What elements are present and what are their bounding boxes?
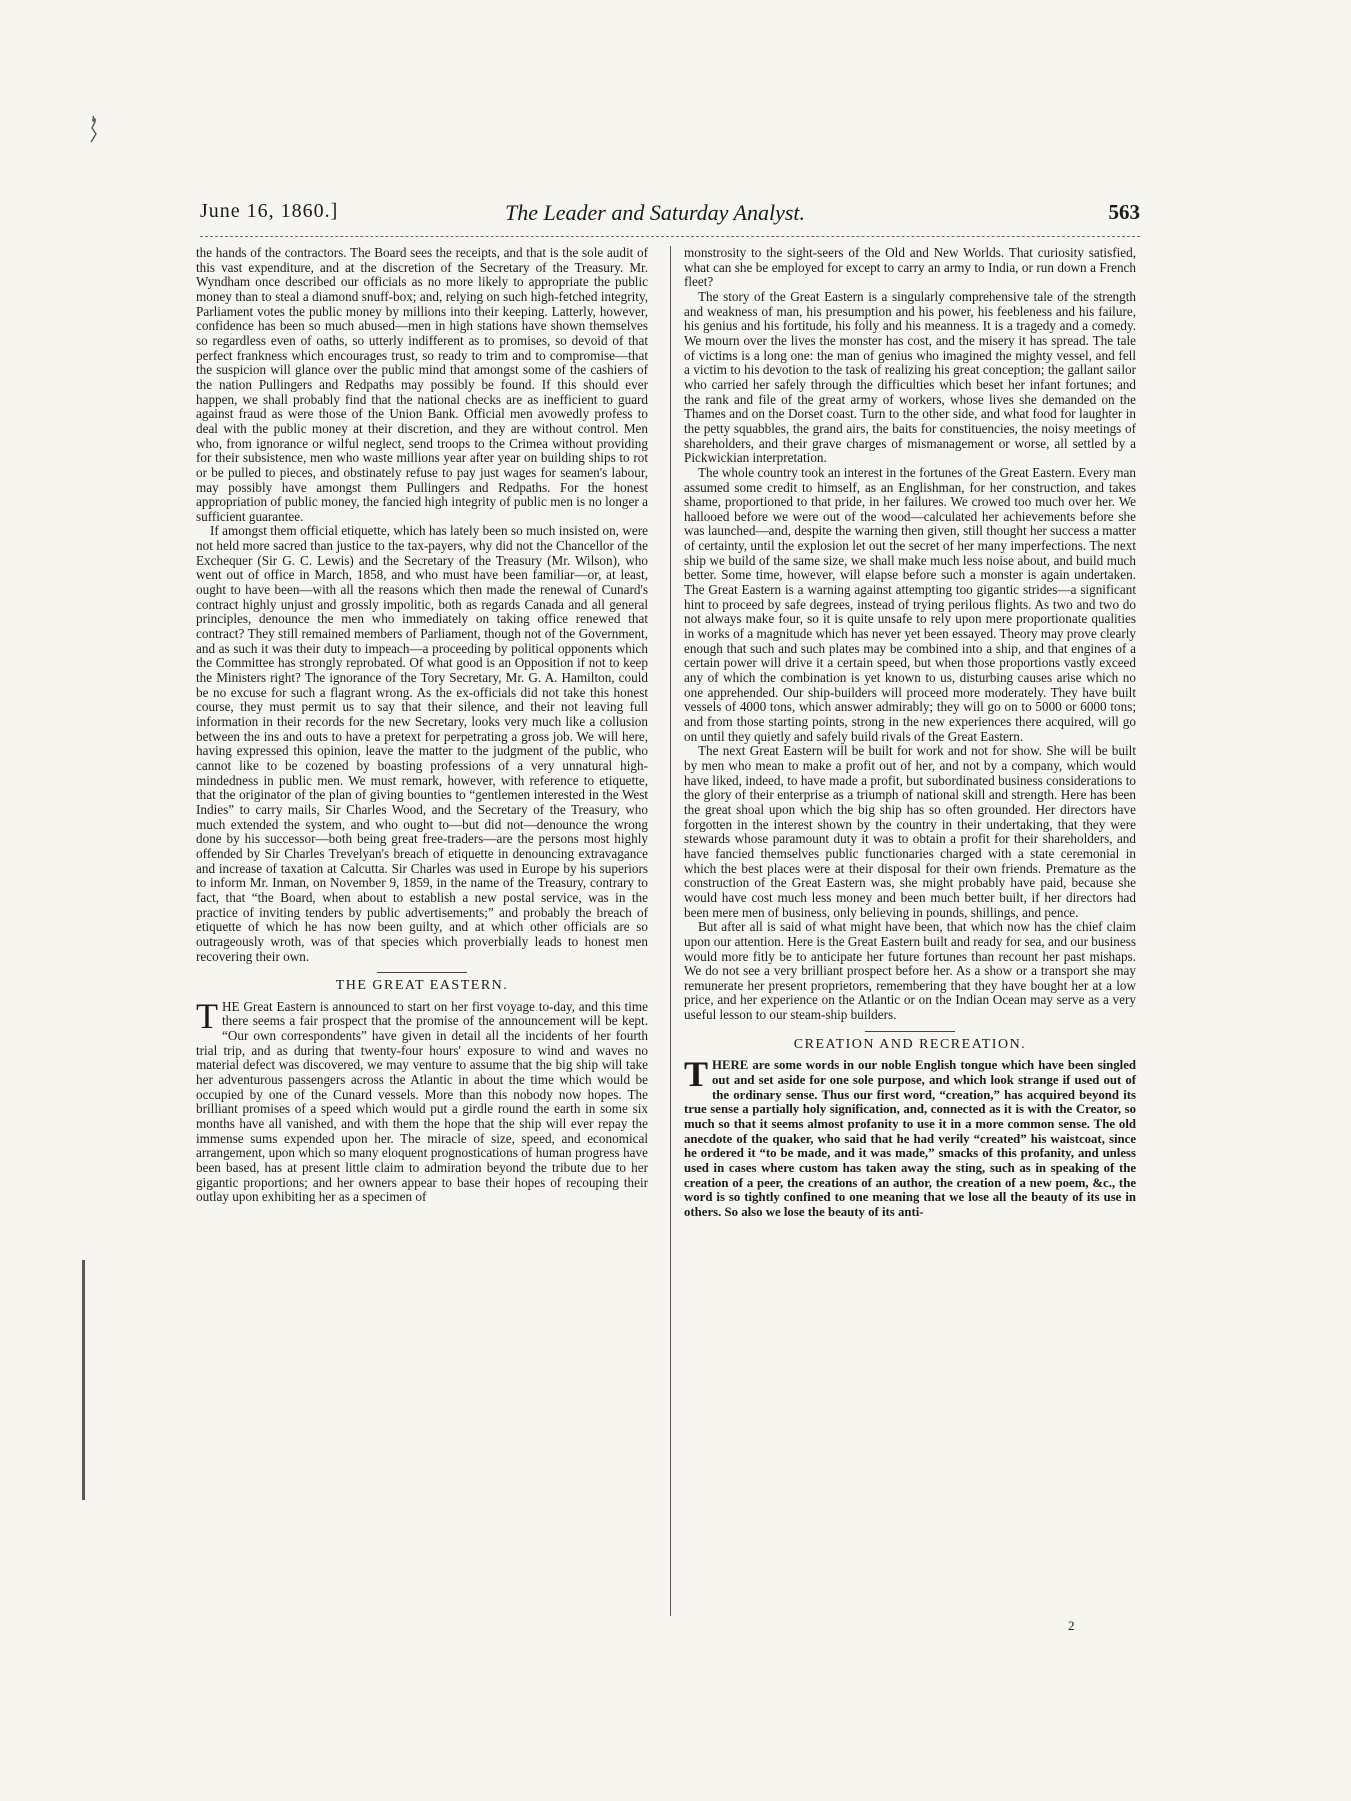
section-lead-paragraph (684, 1054, 1136, 1219)
left-column (196, 246, 648, 1205)
column-divider (670, 246, 671, 1616)
signature-mark: 2 (1068, 1618, 1075, 1633)
article-paragraph: monstrosity to the sight-seers of the Old and New Worlds. That curiosity satisfied, what can she be employed for except to carry an army to India, or run down a French fleet? (684, 245, 1136, 290)
right-column (684, 246, 1136, 1220)
header-rule (200, 236, 1140, 237)
section-lead-paragraph (196, 995, 648, 1205)
article-paragraph: the hands of the contractors. The Board sees the receipts, and that is the sole audit of this vast expenditure, and at the discretion of the Secretary of the Treasury. Mr. Wyndham once described our officials as no more likely to appropriate the public money than to steal a diamond snuff-box; and, relying on such high-fetched integrity, Parliament votes the public money by millions into their keeping. Latterly, however, confidence has been so much abused—men in high stations have shown themselves so regardless even of oaths, so utterly indifferent as to promises, so devoid of that perfect frankness which encourages trust, so ready to trim and to compromise—that the suspicion will glance over the public mind that amongst some of the cashiers of the nation Pullingers and Redpaths may possibly be found. If this should ever happen, we shall probably find that the national checks are as inefficient to guard against fraud as were those of the Union Bank. Official men avowedly profess to deal with the public money at their discretion, and they are without control. Men who, from ignorance or wilful neglect, send troops to the Crimea without providing for their subsistence, men who waste millions year after year on building ships to rot or be pulled to pieces, and obstinately refuse to pay just wages for seamen's labour, may possibly have amongst them Pullingers and Redpaths. For the honest appropriation of public money, the fancied high integrity of public men is no longer a sufficient guarantee. (196, 245, 648, 524)
section-lead-text: HE Great Eastern is announced to start on her first voyage to-day, and this time there seems a fair prospect that the promise of the announcement will be kept. “Our own correspondents” have given in detail all the incidents of her fourth trial trip, and as during that twenty-four hours' exposure to wind and waves no material defect was discovered, we may venture to assume that the big ship will take her adventurous passengers across the Atlantic in about the time which would be occupied by one of the Cunard vessels. More than this nobody now hopes. The brilliant promises of a speed which would put a girdle round the earth in some six months have all vanished, and with them the hope that the ship will ever repay the immense sums expended upon her. The miracle of size, speed, and economical arrangement, upon which so many eloquent prognostications of human progress have been based, has at present little claim to admiration beyond the tribute due to her gigantic proportions; and her owners appear to base their hopes of recouping their outlay upon exhibiting her as a specimen of (196, 998, 648, 1205)
margin-bar (82, 1260, 85, 1500)
page-header (200, 200, 1140, 240)
article-paragraph: If amongst them official etiquette, which has lately been so much insisted on, were not held more sacred than justice to the tax-payers, why did not the Chancellor of the Exchequer (Sir G. C. Lewis) and the Secretary of the Treasury (Mr. Wilson), who went out of office in March, 1858, and who must have been familiar—or, at least, ought to have been—with all the reasons which then made the renewal of Cunard's contract highly unjust and grossly impolitic, both as regards Canada and all general principles, denounce the men who immediately on taking office renewed that contract? They still remained members of Parliament, though not of the Government, and as such it was their duty to impeach—a proceeding by political opponents which the Committee has strongly reprobated. Of what good is an Opposition if not to keep the Ministers right? The ignorance of the Tory Secretary, Mr. G. A. Hamilton, could be no excuse for such a flagrant wrong. As the ex-officials did not take this honest course, they must permit us to say that their silence, and their not leaving full information in their records for the new Secretary, looks very much like a collusion between the ins and outs to have a pretext for perpetrating a gross job. We will here, having expressed this opinion, leave the matter to the judgment of the public, who cannot like to be cozened by boasting professions of a very unnatural high-mindedness in public men. We must remark, however, with reference to etiquette, that the originator of the plan of giving bounties to “gentlemen interested in the West Indies” to carry mails, Sir Charles Wood, and the Secretary of the Treasury, who much extended the system, and who ought to—but did not—denounce the wrong done by his successor—both being great free-traders—are the persons most highly offended by Sir Charles Trevelyan's breach of etiquette in denouncing extravagance and increase of taxation at Calcutta. Sir Charles was used in Europe by his superiors to inform Mr. Inman, on November 9, 1859, in the name of the Treasury, contrary to fact, that “the Board, when about to establish a new postal service, was in the practice of inviting tenders by public advertisements;” and probably the breach of etiquette of which he has now been guilty, and at which other officials are so outrageously wroth, was of that species which proverbially leads to honest men recovering their own. (196, 523, 648, 964)
page-number: 563 (1108, 200, 1140, 224)
section-title-great-eastern: THE GREAT EASTERN. (196, 972, 648, 994)
article-paragraph: The story of the Great Eastern is a singularly comprehensive tale of the strength and weakness of man, his presumption and his power, his feebleness and his failure, his genius and his fortitude, his folly and his meanness. It is a tragedy and a comedy. We mourn over the lives the monster has cost, and the misery it has spread. The tale of victims is a long one: the man of genius who imagined the mighty vessel, and fell a victim to his devotion to the task of realizing his great conception; the gallant sailor who carried her safely through the difficulties which beset her infant fortunes; and the rank and file of the great army of workers, whose lives she demanded on the Thames and on the Dorset coast. Turn to the other side, and what food for laughter in the petty squabbles, the grand airs, the baits for constituencies, the noisy meetings of shareholders, and their grave charges of mismanagement or worse, all settled by a Pickwickian interpretation. (684, 288, 1136, 466)
publication-title: The Leader and Saturday Analyst. (505, 200, 806, 225)
ink-blot-mark (84, 114, 102, 144)
drop-cap: T (684, 1054, 709, 1095)
section-title-creation: CREATION AND RECREATION. (684, 1031, 1136, 1053)
article-paragraph: The whole country took an interest in the fortunes of the Great Eastern. Every man assumed some credit to himself, as an Englishman, for her construction, and takes shame, proportioned to that pride, in her failures. We crowed too much over her. We hallooed before we were out of the wood—calculated her achievements before she was launched—and, despite the warning then given, still thought her success a matter of certainty, until the explosion let out the secret of her many imperfections. The next ship we build of the same size, we shall make much less noise about, and build much better. Some time, however, will elapse before such a monster is again undertaken. The Great Eastern is a warning against attempting too gigantic strides—a significant hint to proceed by safe degrees, instead of trying perilous flights. As two and two do not always make four, so it is quite unsafe to rely upon mere proportionate qualities in works of a magnitude which has never yet been essayed. Theory may prove clearly enough that such and such plates may be combined into a ship, and that engines of a certain power will drive it a certain speed, but when those proportions vastly exceed any of which the combination is yet known to us, disturbing causes arise which no one apprehended. Our ship-builders will proceed more moderately. They have built vessels of 4000 tons, which answer admirably; they will go on to 5000 or 6000 tons; and from those starting points, strong in the new experiences there acquired, will go on until they quietly and safely build rivals of the Great Eastern. (684, 464, 1137, 744)
article-paragraph: The next Great Eastern will be built for work and not for show. She will be built by men who mean to make a profit out of her, and not by a company, which would have liked, indeed, to have made a profit, but subordinated business considerations to the glory of their enterprise as a triumph of national skill and strength. Here has been the great shoal upon which the big ship has so often grounded. Her directors have forgotten in the interest shown by the country in their undertaking, that they were stewards whose paramount duty it was to obtain a profit for their shareholders, and have fancied themselves public functionaries charged with a state ceremonial in which the best places were at their disposal for their own friends. Premature as the construction of the Great Eastern was, she might probably have paid, because she would have cost much less money and been much better built, if her directors had been mere men of business, only believing in pounds, shillings, and pence. (684, 743, 1136, 920)
section-lead-text: HERE are some words in our noble English tongue which have been singled out and set aside for one sole purpose, and which look strange if used out of the ordinary sense. Thus our first word, “creation,” has acquired beyond its true sense a partially holy signification, and, connected as it is with the Creator, so much so that it seems almost profanity to use it in a more common sense. The old anecdote of the quaker, who said that he had verily “created” his waistcoat, since he ordered it “to be made, and it was made,” smacks of this profanity, and unless used in cases where custom has taken away the sting, such as in speaking of the creation of a peer, the creations of an author, the creation of a new poem, &c., the word is so tightly confined to one meaning that we lose all the beauty of its use in others. So also we lose the beauty of its anti- (684, 1058, 1136, 1219)
issue-date: June 16, 1860.] (200, 200, 339, 222)
article-paragraph: But after all is said of what might have been, that which now has the chief claim upon our attention. Here is the Great Eastern built and ready for sea, and our business would more fitly be to anticipate her future fortunes than recount her past mishaps. We do not see a very brilliant prospect before her. As a show or a transport she may remunerate her present proprietors, remembering that they have bought her at a low price, and her experience on the Atlantic or on the Indian Ocean may serve as a very useful lesson to our steam-ship builders. (684, 919, 1136, 1023)
drop-cap: T (196, 995, 218, 1036)
